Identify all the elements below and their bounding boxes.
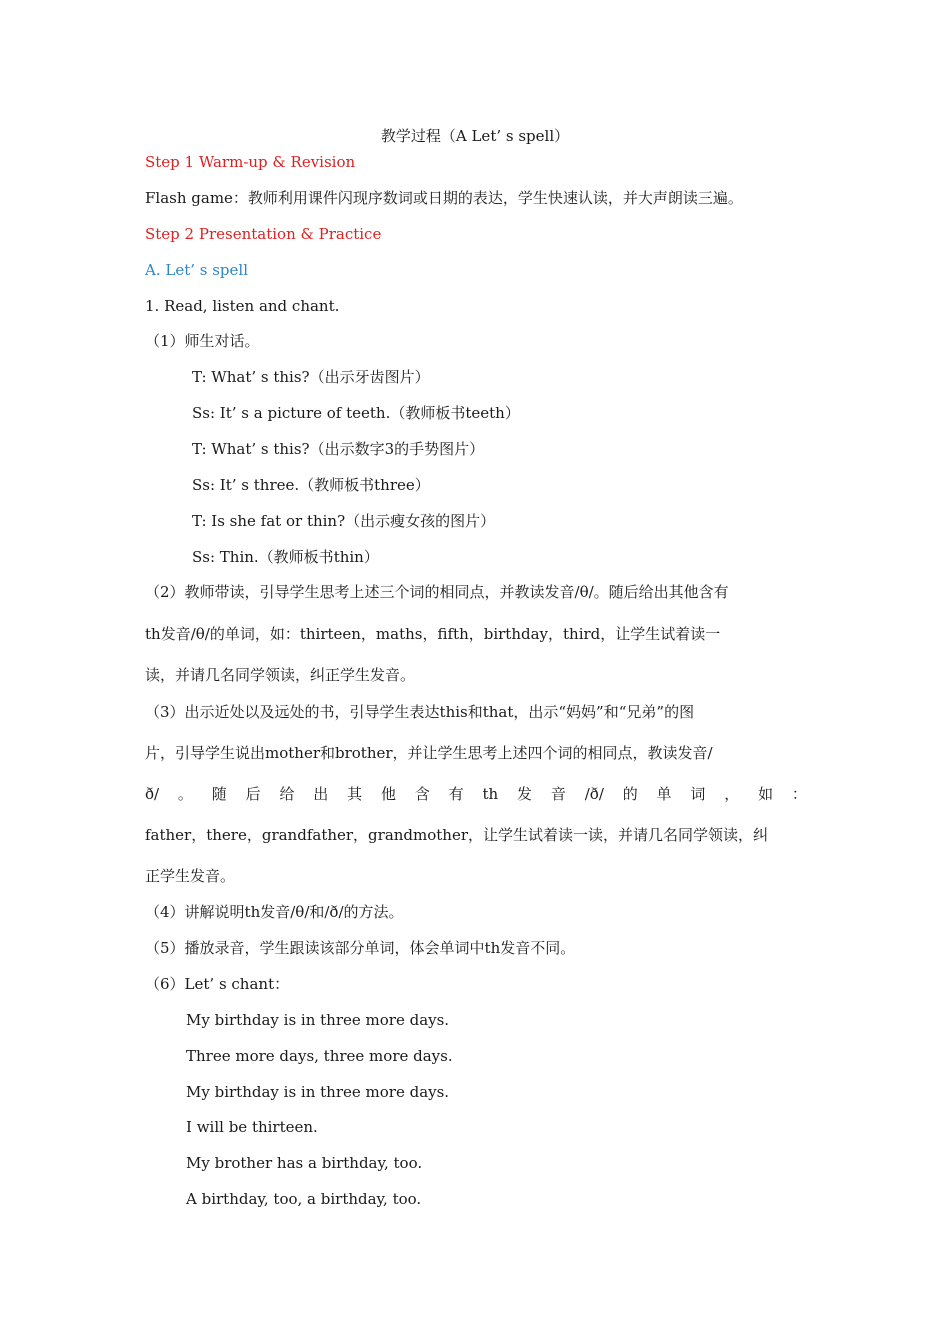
- page-title: 教学过程（A Let’ s spell）: [380, 127, 570, 145]
- spread-token: 发: [517, 785, 533, 803]
- spread-token: 词: [690, 785, 706, 803]
- spread-token: 音: [550, 785, 566, 803]
- spread-token: ：: [791, 785, 807, 803]
- spread-token: 如: [758, 785, 774, 803]
- spread-token: ð/: [145, 785, 160, 803]
- spread-token: 单: [656, 785, 672, 803]
- dialogue-line: Ss: It’ s a picture of teeth.（教师板书teeth）: [192, 404, 520, 422]
- section-a-heading: A. Let’ s spell: [145, 261, 249, 279]
- spread-token: ，: [724, 785, 740, 803]
- paragraph-6: （6）Let’ s chant：: [145, 975, 290, 993]
- item1-heading: 1. Read, listen and chant.: [145, 297, 340, 315]
- paragraph-2-line: th发音/θ/的单词，如：thirteen，maths，fifth，birthday，third，让学生试着读一: [145, 625, 721, 643]
- step2-heading: Step 2 Presentation & Practice: [145, 225, 382, 243]
- paragraph-2-line: 读，并请几名同学领读，纠正学生发音。: [145, 666, 416, 684]
- spread-token: 给: [279, 785, 295, 803]
- spread-token: /ð/: [584, 785, 604, 803]
- spread-token: 后: [245, 785, 261, 803]
- chant-line: Three more days, three more days.: [186, 1047, 453, 1065]
- spread-token: 其: [347, 785, 363, 803]
- dialogue-line: T: Is she fat or thin?（出示瘦女孩的图片）: [192, 512, 496, 530]
- chant-line: My brother has a birthday, too.: [186, 1154, 423, 1172]
- chant-line: My birthday is in three more days.: [186, 1083, 450, 1101]
- dialogue-line: Ss: Thin.（教师板书thin）: [192, 548, 379, 566]
- spread-token: th: [482, 785, 499, 803]
- paragraph-4: （4）讲解说明th发音/θ/和/ð/的方法。: [145, 903, 404, 921]
- paragraph-3-line: （3）出示近处以及远处的书，引导学生表达this和that，出示“妈妈”和“兄弟”的图: [145, 703, 695, 721]
- spread-token: 有: [448, 785, 464, 803]
- spread-token: 。: [177, 785, 193, 803]
- paragraph-3-line: 正学生发音。: [145, 867, 236, 885]
- paragraph-3-line: 片，引导学生说出mother和brother，并让学生思考上述四个词的相同点，教读发音/: [145, 744, 713, 762]
- spread-token: 出: [313, 785, 329, 803]
- chant-line: A birthday, too, a birthday, too.: [186, 1190, 422, 1208]
- paragraph-1: （1）师生对话。: [145, 332, 260, 350]
- dialogue-line: T: What’ s this?（出示数字3的手势图片）: [192, 440, 485, 458]
- chant-line: I will be thirteen.: [186, 1118, 318, 1136]
- spread-token: 他: [380, 785, 396, 803]
- dialogue-line: T: What’ s this?（出示牙齿图片）: [192, 368, 430, 386]
- chant-line: My birthday is in three more days.: [186, 1011, 450, 1029]
- paragraph-5: （5）播放录音，学生跟读该部分单词，体会单词中th发音不同。: [145, 939, 576, 957]
- paragraph-3-spread-line: [145, 784, 807, 804]
- paragraph-3-line: father，there，grandfather，grandmother，让学生试着读一读，并请几名同学领读，纠: [145, 826, 769, 844]
- dialogue-line: Ss: It’ s three.（教师板书three）: [192, 476, 430, 494]
- spread-token: 含: [414, 785, 430, 803]
- spread-token: 的: [622, 785, 638, 803]
- flash-game-paragraph: Flash game：教师利用课件闪现序数词或日期的表达，学生快速认读，并大声朗读三遍。: [145, 189, 743, 207]
- paragraph-2-line: （2）教师带读，引导学生思考上述三个词的相同点，并教读发音/θ/。随后给出其他含有: [145, 583, 729, 601]
- spread-token: 随: [211, 785, 227, 803]
- step1-heading: Step 1 Warm-up & Revision: [145, 153, 356, 171]
